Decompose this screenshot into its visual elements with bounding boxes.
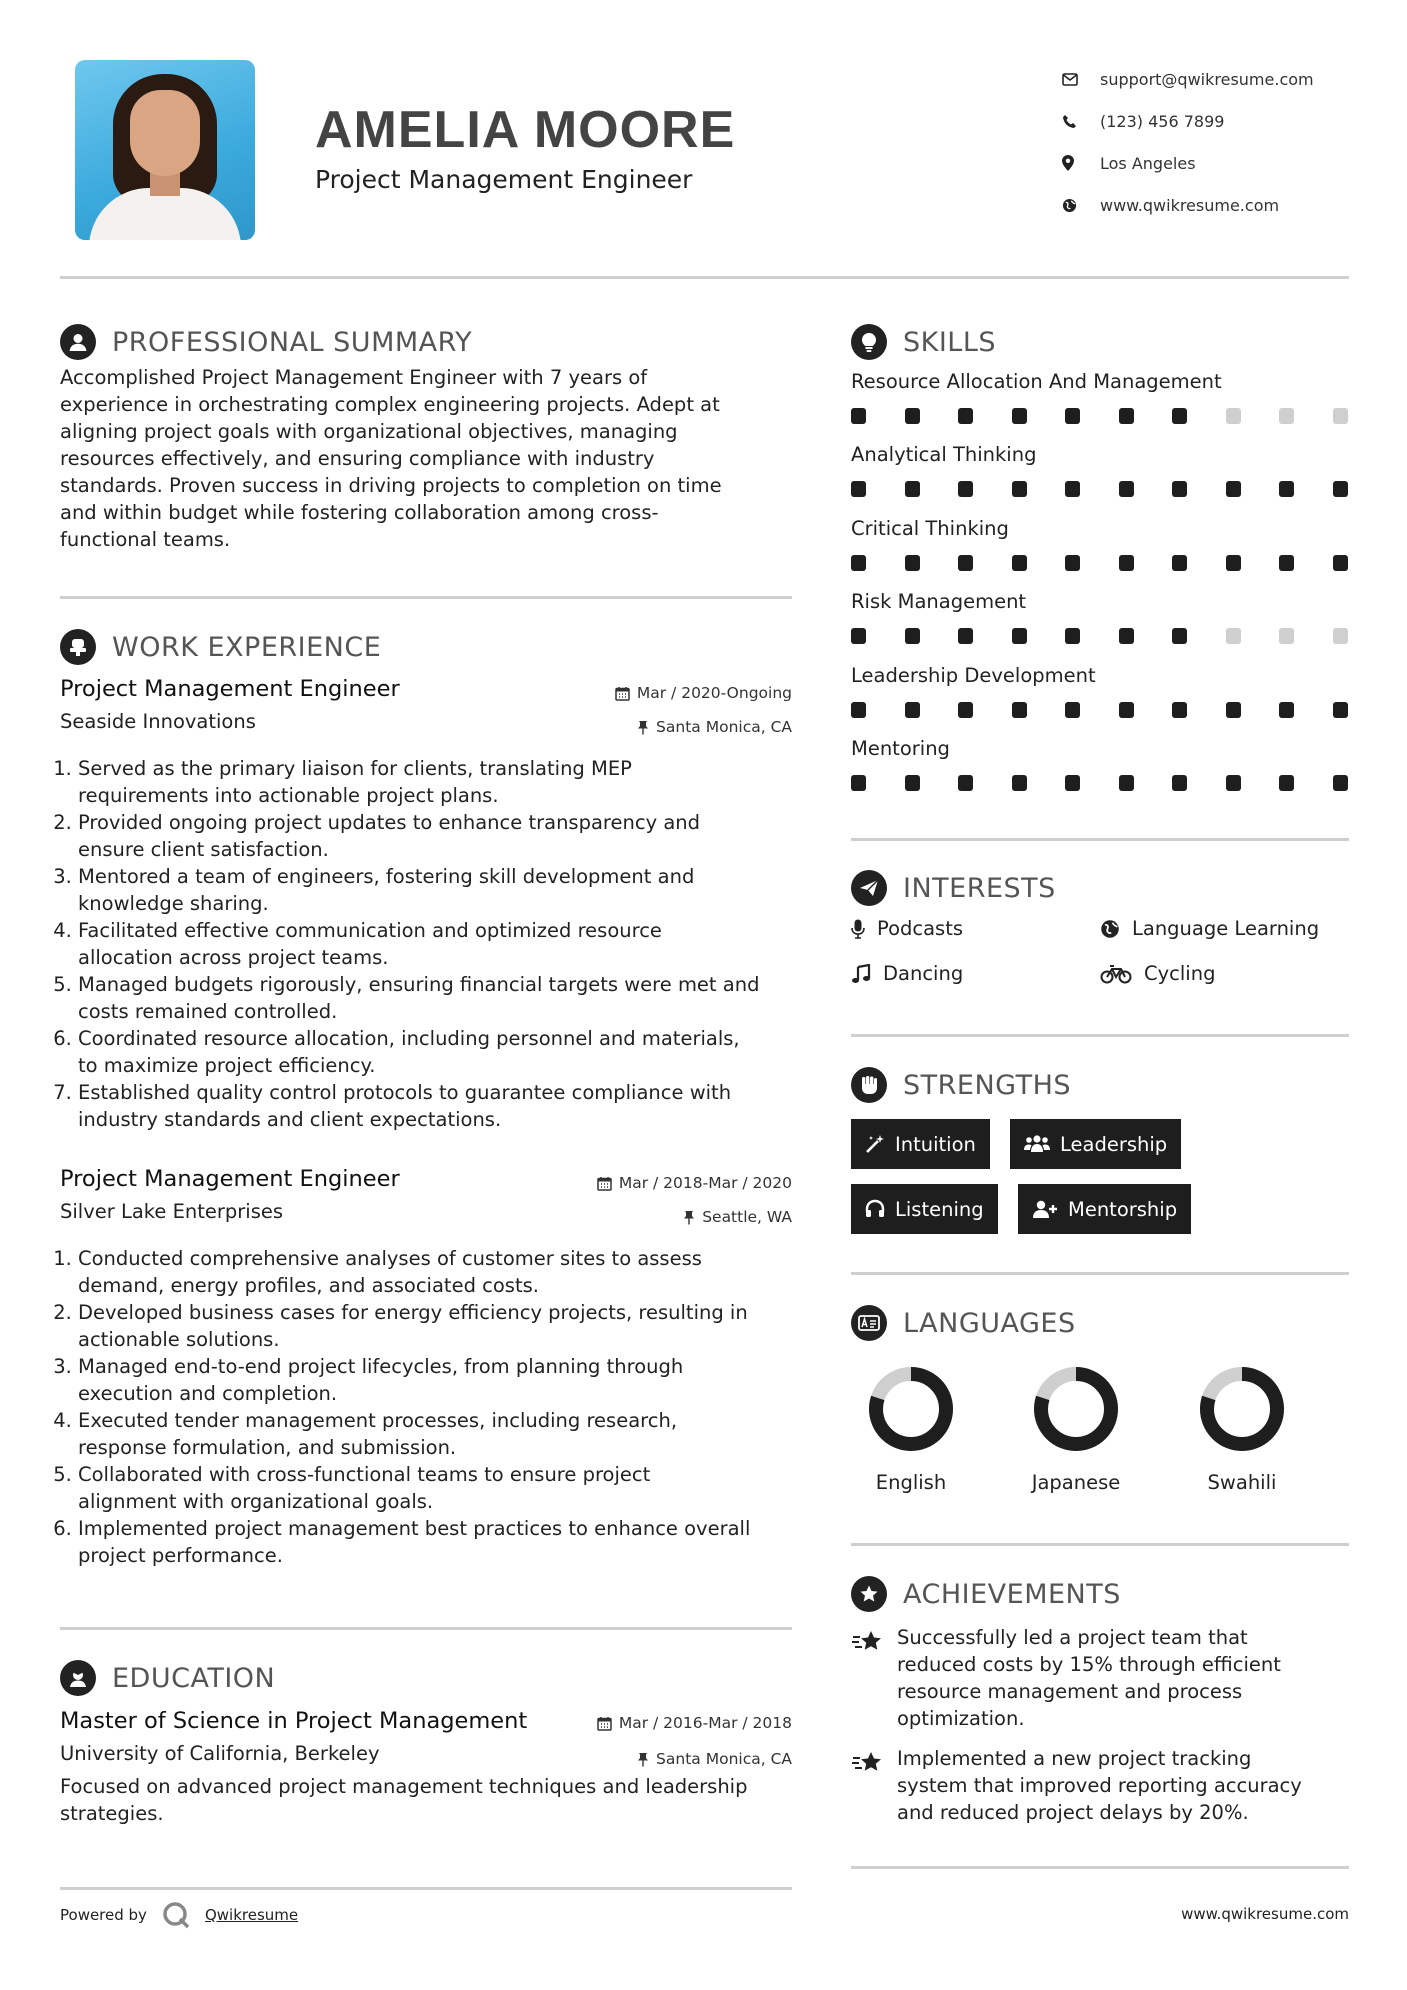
strength-leadership: Leadership <box>1010 1119 1181 1169</box>
pushpin-icon <box>637 720 649 735</box>
skill-level-dot <box>1065 481 1080 497</box>
skill-level-dot <box>1012 702 1027 718</box>
envelope-icon <box>1062 73 1100 86</box>
music-note-icon <box>851 964 871 984</box>
bicycle-icon <box>1100 964 1132 984</box>
skill-item <box>851 370 1351 426</box>
languages-section <box>851 1303 1076 1343</box>
skill-level-dot <box>851 702 866 718</box>
skill-item <box>851 664 1351 720</box>
experience-section <box>60 627 381 667</box>
calendar-icon <box>597 1716 612 1731</box>
headphones-icon <box>865 1199 885 1219</box>
candidate-name: AMELIA MOORE <box>315 101 736 159</box>
calendar-icon <box>615 686 630 701</box>
summary-heading: PROFESSIONAL SUMMARY <box>112 326 473 358</box>
skill-level <box>851 696 1351 720</box>
interest-dancing: Dancing <box>851 962 963 985</box>
skill-level-dot <box>1012 555 1027 571</box>
education-section <box>60 1658 275 1698</box>
skill-level-dot <box>1279 628 1294 644</box>
contact-website[interactable]: www.qwikresume.com <box>1062 184 1314 226</box>
skill-level-dot <box>1279 481 1294 497</box>
contact-phone[interactable]: (123) 456 7899 <box>1062 100 1314 142</box>
skill-level-dot <box>1012 408 1027 424</box>
list-item: 6. Implemented project management best practices to enhance overall project performance. <box>78 1515 792 1569</box>
skill-level-dot <box>1279 555 1294 571</box>
interest-language-learning: Language Learning <box>1100 917 1319 940</box>
skill-item <box>851 590 1351 646</box>
skill-item <box>851 443 1351 499</box>
job-title: Project Management Engineer <box>60 1166 400 1192</box>
skill-level-dot <box>958 775 973 791</box>
skill-level-dot <box>905 408 920 424</box>
skill-name: Mentoring <box>851 737 950 760</box>
job-company: Seaside Innovations <box>60 710 256 733</box>
strengths-section <box>851 1065 1071 1105</box>
skill-level-dot <box>1012 481 1027 497</box>
skill-level-dot <box>1065 702 1080 718</box>
job-duties <box>60 755 792 1133</box>
strength-intuition: Intuition <box>851 1119 990 1169</box>
skill-level-dot <box>1333 408 1348 424</box>
skill-level-dot <box>1119 628 1134 644</box>
education-location: Santa Monica, CA <box>637 1750 792 1768</box>
skill-level-dot <box>1226 555 1241 571</box>
footer-powered-by: Powered by Qwikresume <box>60 1900 298 1930</box>
group-icon <box>1024 1134 1050 1154</box>
language-item <box>1182 1365 1302 1494</box>
pushpin-icon <box>637 1752 649 1767</box>
achievement-item: Successfully led a project team that reduced costs by 15% through efficient resource management and process optimization. <box>851 1624 1351 1732</box>
list-item: 6. Coordinated resource allocation, including personnel and materials, to maximize project efficiency. <box>78 1025 792 1079</box>
globe-icon <box>1062 198 1100 213</box>
globe-icon <box>1100 919 1120 939</box>
summary-divider <box>60 596 792 599</box>
skill-name: Analytical Thinking <box>851 443 1037 467</box>
language-item <box>1016 1365 1136 1494</box>
pushpin-icon <box>683 1210 695 1225</box>
skill-level-dot <box>1226 702 1241 718</box>
skill-level-dot <box>958 628 973 644</box>
shooting-star-icon <box>851 1624 885 1732</box>
skill-level-dot <box>958 481 973 497</box>
phone-icon <box>1062 114 1100 129</box>
strength-mentorship: Mentorship <box>1018 1184 1191 1234</box>
skill-name: Risk Management <box>851 590 1027 614</box>
list-item: 3. Mentored a team of engineers, fostering skill development and knowledge sharing. <box>78 863 792 917</box>
qwikresume-link[interactable]: Qwikresume <box>204 1906 299 1924</box>
language-name: Swahili <box>1207 1471 1277 1494</box>
list-item: 2. Developed business cases for energy efficiency projects, resulting in actionable solutions. <box>78 1299 792 1353</box>
skill-level-dot <box>1172 408 1187 424</box>
skill-level-dot <box>851 775 866 791</box>
list-item: 7. Established quality control protocols to guarantee compliance with industry standards and client expectations. <box>78 1079 792 1133</box>
skill-level-dot <box>851 555 866 571</box>
summary-text: Accomplished Project Management Engineer with 7 years of experience in orchestrating complex engineering projects. Adept at aligning project goals with organizational objectives, managing resources effectively, and ensuring compliance with industry standards. Proven success in driving projects to completion on time and within budget while fostering collaboration among cross- functional teams. <box>60 366 722 551</box>
skill-level-dot <box>1226 628 1241 644</box>
achievements-heading: ACHIEVEMENTS <box>903 1578 1121 1610</box>
skill-level <box>851 769 1351 793</box>
interest-podcasts: Podcasts <box>851 917 963 940</box>
education-date: Mar / 2016-Mar / 2018 <box>597 1714 792 1732</box>
list-item: 5. Collaborated with cross-functional teams to ensure project alignment with organizational goals. <box>78 1461 792 1515</box>
contact-location: Los Angeles <box>1062 142 1314 184</box>
calendar-icon <box>597 1176 612 1191</box>
skill-name: Resource Allocation And Management <box>851 370 1222 393</box>
skill-level-dot <box>1226 775 1241 791</box>
language-level-ring <box>1182 1365 1302 1453</box>
summary-section <box>60 322 800 553</box>
skills-heading: SKILLS <box>903 326 997 358</box>
skill-level-dot <box>1119 702 1134 718</box>
language-name: Japanese <box>1031 1471 1121 1494</box>
language-icon <box>851 1305 887 1341</box>
list-item: 1. Conducted comprehensive analyses of customer sites to assess demand, energy profiles, and associated costs. <box>78 1245 792 1299</box>
magic-wand-icon <box>865 1134 885 1154</box>
skill-level-dot <box>851 481 866 497</box>
achievement-item: Implemented a new project tracking system that improved reporting accuracy and reduced project delays by 20%. <box>851 1745 1351 1826</box>
achievements-section <box>851 1574 1121 1614</box>
skill-level-dot <box>1119 775 1134 791</box>
skill-level <box>851 549 1351 573</box>
skill-level-dot <box>958 555 973 571</box>
qwikresume-logo-icon <box>161 1900 191 1930</box>
header-divider <box>60 276 1349 279</box>
star-badge-icon <box>851 1576 887 1612</box>
education-description: Focused on advanced project management techniques and leadership strategies. <box>60 1775 748 1825</box>
interests-heading: INTERESTS <box>903 872 1056 904</box>
skill-level-dot <box>1333 702 1348 718</box>
skill-level-dot <box>1119 481 1134 497</box>
interest-cycling: Cycling <box>1100 962 1215 985</box>
job-company: Silver Lake Enterprises <box>60 1200 284 1223</box>
skill-level-dot <box>905 628 920 644</box>
skill-level-dot <box>1172 702 1187 718</box>
skill-level-dot <box>1333 628 1348 644</box>
microphone-icon <box>851 919 865 939</box>
skill-level-dot <box>1333 481 1348 497</box>
skill-level-dot <box>1065 408 1080 424</box>
skill-level-dot <box>1279 702 1294 718</box>
language-item <box>851 1365 971 1494</box>
job-entry <box>60 676 792 1133</box>
graduate-icon <box>60 1660 96 1696</box>
skill-level-dot <box>905 702 920 718</box>
profile-photo <box>75 60 255 240</box>
skill-level-dot <box>1119 555 1134 571</box>
interests-section <box>851 868 1056 908</box>
skill-level-dot <box>958 408 973 424</box>
interests-divider <box>851 1034 1349 1037</box>
strengths-heading: STRENGTHS <box>903 1069 1072 1101</box>
skill-level-dot <box>905 555 920 571</box>
list-item: 4. Executed tender management processes, including research, response formulation, and submission. <box>78 1407 792 1461</box>
skill-level-dot <box>1065 775 1080 791</box>
lightbulb-icon <box>851 324 887 360</box>
language-level-ring <box>1016 1365 1136 1453</box>
languages-divider <box>851 1543 1349 1546</box>
skill-level-dot <box>1333 555 1348 571</box>
job-duties <box>60 1245 792 1569</box>
skill-level-dot <box>1172 555 1187 571</box>
list-item: 4. Facilitated effective communication and optimized resource allocation across project teams. <box>78 917 792 971</box>
fist-icon <box>851 1067 887 1103</box>
skill-name: Leadership Development <box>851 663 1096 687</box>
skill-level-dot <box>1172 775 1187 791</box>
strengths-divider <box>851 1272 1349 1275</box>
skill-level-dot <box>958 702 973 718</box>
briefcase-icon <box>60 629 96 665</box>
job-date: Mar / 2020-Ongoing <box>615 684 792 702</box>
language-name: English <box>875 1471 947 1494</box>
languages-heading: LANGUAGES <box>903 1307 1076 1339</box>
strength-listening: Listening <box>851 1184 998 1234</box>
skill-level-dot <box>905 775 920 791</box>
education-entry <box>60 1708 792 1827</box>
list-item: 1. Served as the primary liaison for clients, translating MEP requirements into actionable project plans. <box>78 755 792 809</box>
contact-list <box>1062 58 1314 226</box>
school-name: University of California, Berkeley <box>60 1742 380 1765</box>
skill-level-dot <box>1333 775 1348 791</box>
education-divider <box>60 1887 792 1890</box>
skill-name: Critical Thinking <box>851 516 1009 540</box>
user-plus-icon <box>1032 1199 1058 1219</box>
skill-level <box>851 402 1351 426</box>
list-item: 5. Managed budgets rigorously, ensuring financial targets were met and costs remained controlled. <box>78 971 792 1025</box>
footer-website[interactable]: www.qwikresume.com <box>1181 1905 1349 1923</box>
map-pin-icon <box>1062 155 1100 171</box>
skill-level <box>851 622 1351 646</box>
skill-level <box>851 475 1351 499</box>
skill-item <box>851 517 1351 573</box>
skill-level-dot <box>851 408 866 424</box>
achievements-divider <box>851 1866 1349 1869</box>
skill-level-dot <box>1172 628 1187 644</box>
paper-plane-icon <box>851 870 887 906</box>
skill-item <box>851 737 1351 793</box>
skill-level-dot <box>905 481 920 497</box>
skill-level-dot <box>851 628 866 644</box>
skill-level-dot <box>1226 408 1241 424</box>
education-heading: EDUCATION <box>112 1662 276 1694</box>
job-location: Santa Monica, CA <box>637 718 792 736</box>
shooting-star-icon <box>851 1745 885 1826</box>
skills-divider <box>851 838 1349 841</box>
job-location: Seattle, WA <box>683 1208 792 1226</box>
skill-level-dot <box>1119 408 1134 424</box>
skill-level-dot <box>1012 775 1027 791</box>
job-title: Project Management Engineer <box>60 676 400 702</box>
experience-divider <box>60 1627 792 1630</box>
language-level-ring <box>851 1365 971 1453</box>
job-date: Mar / 2018-Mar / 2020 <box>597 1174 792 1192</box>
degree-title: Master of Science in Project Management <box>60 1708 528 1734</box>
skill-level-dot <box>1279 408 1294 424</box>
skill-level-dot <box>1065 628 1080 644</box>
candidate-title: Project Management Engineer <box>315 165 693 194</box>
skill-level-dot <box>1172 481 1187 497</box>
experience-heading: WORK EXPERIENCE <box>112 631 382 663</box>
skill-level-dot <box>1065 555 1080 571</box>
skill-level-dot <box>1279 775 1294 791</box>
contact-email[interactable]: support@qwikresume.com <box>1062 58 1314 100</box>
list-item: 2. Provided ongoing project updates to enhance transparency and ensure client satisfaction. <box>78 809 792 863</box>
list-item: 3. Managed end-to-end project lifecycles, from planning through execution and completion. <box>78 1353 792 1407</box>
job-entry <box>60 1166 792 1569</box>
skill-level-dot <box>1012 628 1027 644</box>
user-icon <box>60 324 96 360</box>
skill-level-dot <box>1226 481 1241 497</box>
skills-section <box>851 322 996 362</box>
